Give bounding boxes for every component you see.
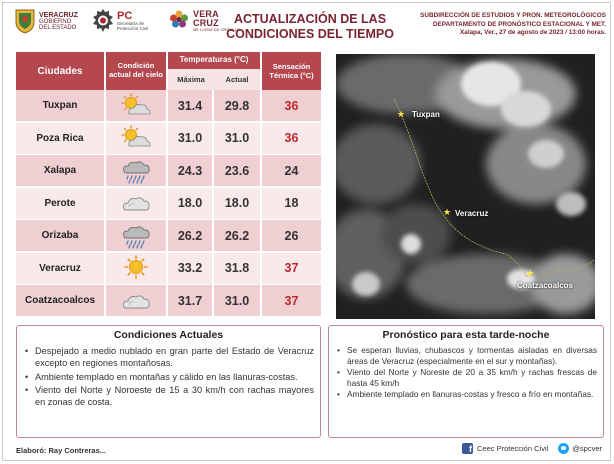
sunny-icon bbox=[106, 253, 168, 284]
max-temp: 24.3 bbox=[168, 155, 214, 186]
current-item: • Viento del Norte y Noroeste de 15 a 30 km/h con rachas mayores en zonas de costa. bbox=[25, 384, 314, 409]
max-temp: 33.2 bbox=[168, 253, 214, 284]
current-item: • Despejado a medio nublado en gran parte del Estado de Veracruz excepto en regiones montañosas. bbox=[25, 345, 314, 370]
forecast-item: • Viento del Norte y Noreste de 20 a 35 km/h y rachas frescas de hasta 45 km/h bbox=[337, 367, 597, 388]
thermal-sensation: 36 bbox=[284, 131, 299, 145]
cloudy-icon bbox=[106, 285, 168, 316]
forecast-box bbox=[328, 325, 604, 438]
thermal-sensation: 36 bbox=[284, 98, 299, 113]
forecast-item: • Se esperan lluvias, chubascos y tormentas aisladas en diversas áreas de Veracruz (especialmente en el sur y montañas). bbox=[337, 345, 597, 366]
coat-of-arms-icon bbox=[14, 8, 36, 34]
thermal-sensation: 37 bbox=[284, 293, 299, 308]
header-cities: Ciudades bbox=[16, 52, 106, 90]
logo-pc-line3: Protección Civil bbox=[117, 25, 149, 31]
city-name: Poza Rica bbox=[16, 123, 106, 154]
department-line1: SUBDIRECCIÓN DE ESTUDIOS Y PRON. METEOROLÓGICOS bbox=[420, 12, 606, 19]
actual-temp: 23.6 bbox=[214, 155, 262, 186]
max-temp: 31.4 bbox=[168, 90, 214, 121]
tuxpan-marker-icon: ★ bbox=[397, 109, 406, 119]
twitter-icon[interactable] bbox=[558, 443, 569, 454]
proteccion-civil-logo bbox=[92, 8, 148, 34]
thermal-sensation: 37 bbox=[284, 261, 299, 275]
header-temperatures bbox=[168, 52, 262, 90]
actual-temp: 31.8 bbox=[214, 253, 262, 284]
logo-vc-line2: CRUZ bbox=[193, 18, 219, 28]
city-name: Orizaba bbox=[16, 220, 106, 251]
logo-veracruz-line1: VERACRUZ bbox=[39, 11, 78, 19]
actual-temp: 31.0 bbox=[214, 285, 262, 316]
issuing-department bbox=[406, 12, 606, 38]
header-condition: Condición actual del cielo bbox=[106, 52, 168, 90]
table-row bbox=[16, 155, 321, 186]
flower-icon bbox=[168, 8, 190, 34]
logo-vc-line3: ME LLENA DE ORGULLO bbox=[193, 27, 240, 32]
max-temp: 31.0 bbox=[168, 123, 214, 154]
pc-seal-icon bbox=[92, 8, 114, 34]
header-sensation: Sensación Térmica (°C) bbox=[269, 62, 314, 80]
header-actual: Actual bbox=[225, 75, 249, 84]
table-row bbox=[16, 188, 321, 219]
logo-veracruz-line3: DEL ESTADO bbox=[39, 24, 77, 31]
conditions-table bbox=[16, 52, 321, 318]
partly-cloudy-icon bbox=[106, 123, 168, 154]
map-label-tuxpan: Tuxpan bbox=[412, 110, 440, 119]
facebook-handle[interactable]: Ceec Protección Civil bbox=[477, 444, 549, 453]
facebook-icon[interactable]: f bbox=[462, 443, 473, 454]
page-title-line1: ACTUALIZACIÓN DE LAS bbox=[233, 12, 387, 26]
max-temp: 31.7 bbox=[168, 285, 214, 316]
veracruz-marker-icon: ★ bbox=[443, 207, 452, 217]
city-name: Coatzacoalcos bbox=[16, 285, 106, 316]
actual-temp: 31.0 bbox=[214, 123, 262, 154]
logo-pc-line2: Secretaría de bbox=[117, 21, 145, 26]
logo-veracruz-line2: GOBIERNO bbox=[39, 18, 72, 25]
thermal-sensation: 26 bbox=[284, 228, 299, 243]
current-conditions-title: Condiciones Actuales bbox=[113, 329, 224, 341]
social-links bbox=[462, 443, 602, 454]
city-name: Veracruz bbox=[16, 253, 106, 284]
actual-temp: 26.2 bbox=[214, 220, 262, 251]
logo-pc-line1: PC bbox=[117, 10, 133, 22]
veracruz-government-logo bbox=[14, 8, 78, 34]
city-name: Perote bbox=[16, 188, 106, 219]
header-max: Máxima bbox=[177, 75, 205, 84]
partly-cloudy-icon bbox=[106, 90, 168, 121]
twitter-handle[interactable]: @spcver bbox=[572, 444, 602, 453]
logo-vc-line1: VERA bbox=[193, 9, 219, 19]
table-header bbox=[16, 52, 321, 90]
table-row bbox=[16, 285, 321, 316]
header-temps-title: Temperaturas (°C) bbox=[179, 55, 249, 64]
table-row bbox=[16, 220, 321, 251]
cloudy-icon bbox=[106, 188, 168, 219]
coatzacoalcos-marker-icon: ★ bbox=[526, 268, 535, 278]
current-conditions-box bbox=[16, 325, 321, 438]
actual-temp: 29.8 bbox=[214, 90, 262, 121]
issue-date: Xalapa, Ver., 27 de agosto de 2023 / 13:00 horas. bbox=[460, 29, 606, 37]
map-label-coatzacoalcos: Coatzacoalcos bbox=[517, 281, 574, 290]
satellite-image bbox=[336, 54, 595, 319]
forecast-item: • Ambiente templado en llanuras-costas y fresco a frío en montañas. bbox=[337, 389, 597, 400]
city-name: Tuxpan bbox=[16, 90, 106, 121]
department-line2: DEPARTAMENTO DE PRONÓSTICO ESTACIONAL Y MET. bbox=[432, 20, 606, 28]
map-label-veracruz: Veracruz bbox=[455, 209, 489, 218]
table-row bbox=[16, 90, 321, 121]
current-item: • Ambiente templado en montañas y cálido en las llanuras-costas. bbox=[25, 371, 314, 383]
rain-icon bbox=[106, 155, 168, 186]
page-title-line2: CONDICIONES DEL TIEMPO bbox=[226, 27, 394, 41]
city-name: Xalapa bbox=[16, 155, 106, 186]
table-row bbox=[16, 253, 321, 284]
max-temp: 26.2 bbox=[168, 220, 214, 251]
thermal-sensation: 18 bbox=[284, 196, 299, 210]
max-temp: 18.0 bbox=[168, 188, 214, 219]
page-title bbox=[220, 12, 400, 42]
forecast-title: Pronóstico para esta tarde-noche bbox=[382, 329, 550, 341]
table-row bbox=[16, 123, 321, 154]
actual-temp: 18.0 bbox=[214, 188, 262, 219]
satellite-clouds bbox=[336, 54, 595, 319]
author-credit: Elaboró: Ray Contreras... bbox=[16, 446, 107, 455]
rain-icon bbox=[106, 220, 168, 251]
thermal-sensation: 24 bbox=[284, 163, 299, 178]
